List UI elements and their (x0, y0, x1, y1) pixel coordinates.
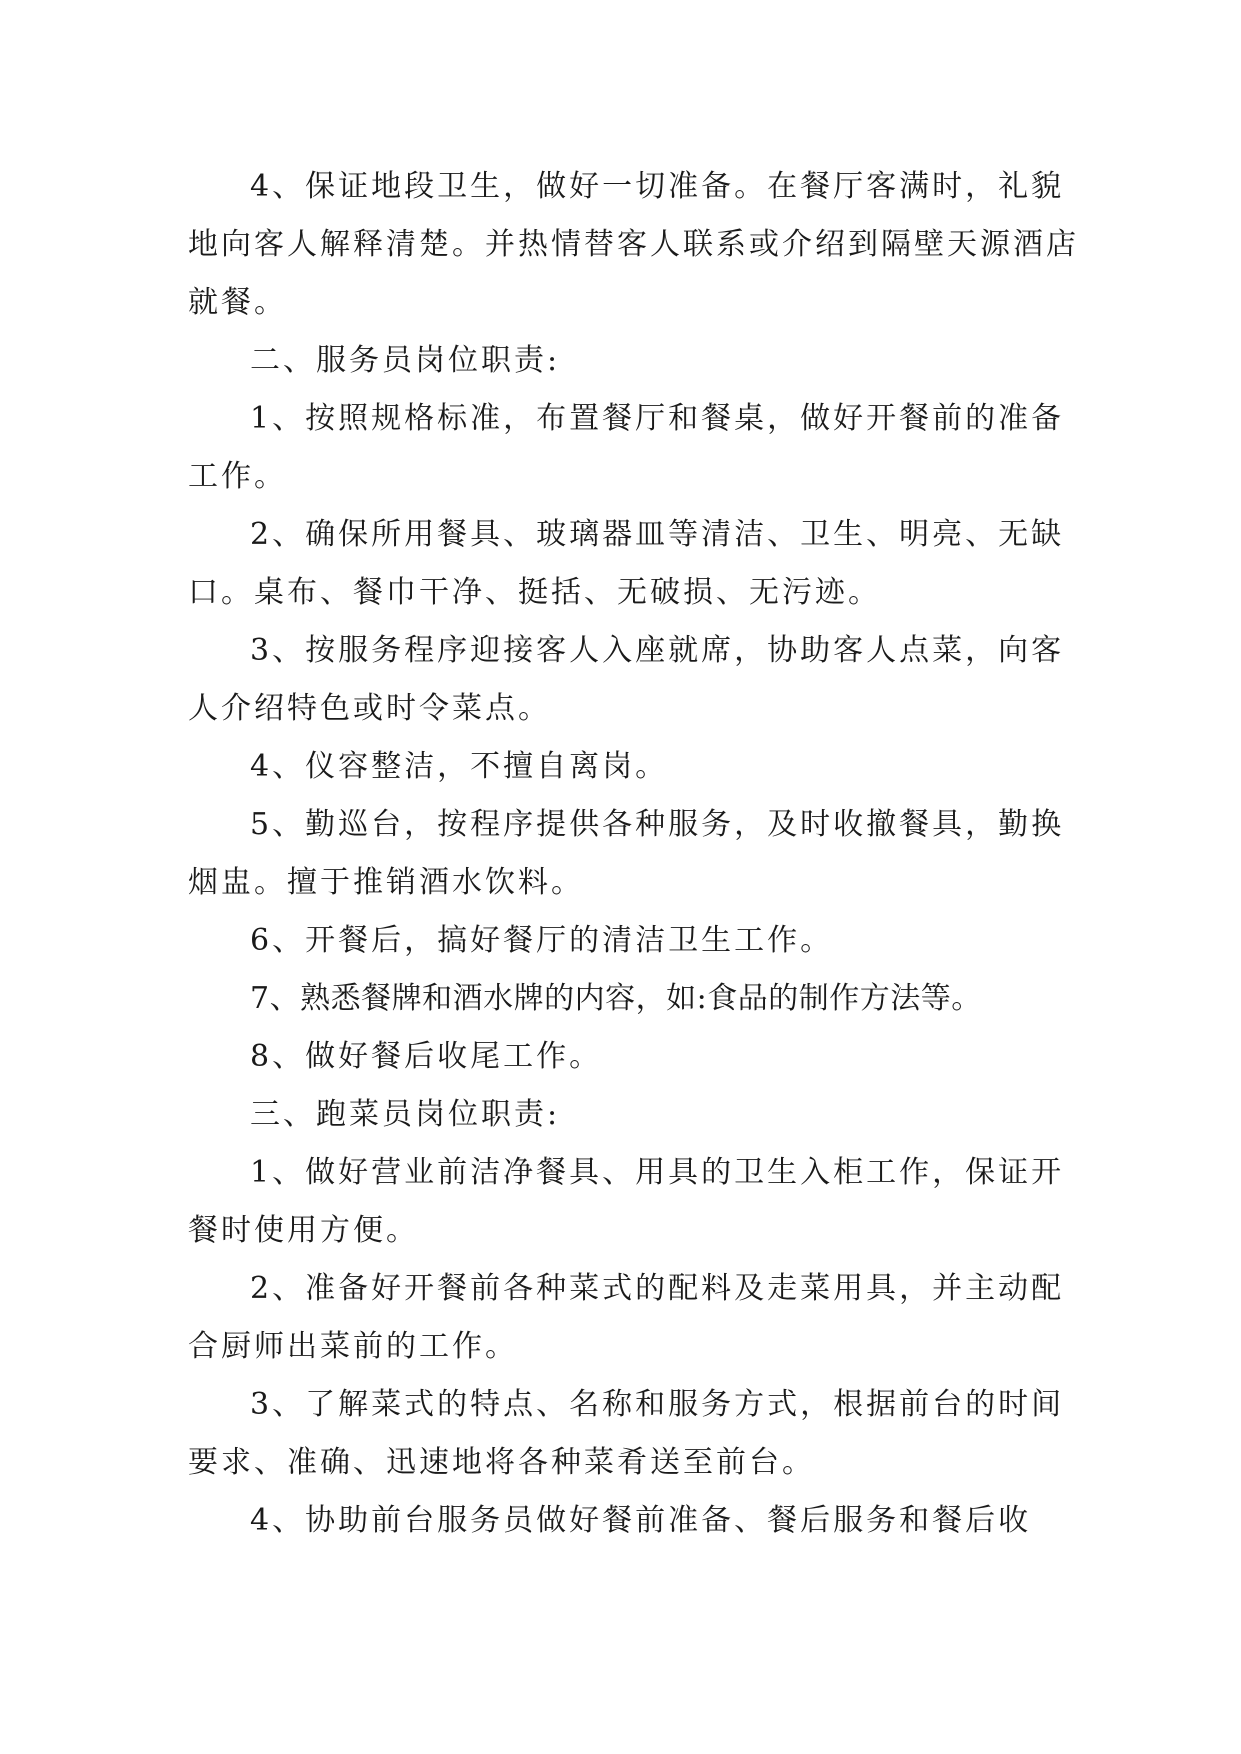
paragraph: 2、确保所用餐具、玻璃器皿等清洁、卫生、明亮、无缺口。桌布、餐巾干净、挺括、无破损、无污迹。 (188, 517, 1065, 610)
paragraph: 2、准备好开餐前各种菜式的配料及走菜用具，并主动配合厨师出菜前的工作。 (188, 1271, 1065, 1364)
paragraph: 5、勤巡台，按程序提供各种服务，及时收撤餐具，勤换烟盅。擅于推销酒水饮料。 (188, 807, 1065, 900)
paragraph: 7、熟悉餐牌和酒水牌的内容，如:食品的制作方法等。 (250, 981, 982, 1016)
section-heading: 二、服务员岗位职责: (250, 343, 561, 378)
paragraph: 4、仪容整洁，不擅自离岗。 (250, 749, 669, 784)
paragraph: 1、做好营业前洁净餐具、用具的卫生入柜工作，保证开餐时使用方便。 (188, 1155, 1065, 1248)
document-body (188, 158, 1088, 1550)
section-heading: 三、跑菜员岗位职责: (250, 1097, 561, 1132)
paragraph: 4、保证地段卫生，做好一切准备。在餐厅客满时，礼貌地向客人解释清楚。并热情替客人联系或介绍到隔壁天源酒店就餐。 (188, 169, 1079, 320)
paragraph: 1、按照规格标准，布置餐厅和餐桌，做好开餐前的准备工作。 (188, 401, 1065, 494)
paragraph: 4、协助前台服务员做好餐前准备、餐后服务和餐后收 (250, 1503, 1032, 1538)
paragraph: 6、开餐后，搞好餐厅的清洁卫生工作。 (250, 923, 834, 958)
paragraph: 3、了解菜式的特点、名称和服务方式，根据前台的时间要求、准确、迅速地将各种菜肴送至前台。 (188, 1387, 1065, 1480)
paragraph: 8、做好餐后收尾工作。 (250, 1039, 603, 1074)
paragraph: 3、按服务程序迎接客人入座就席，协助客人点菜，向客人介绍特色或时令菜点。 (188, 633, 1065, 726)
